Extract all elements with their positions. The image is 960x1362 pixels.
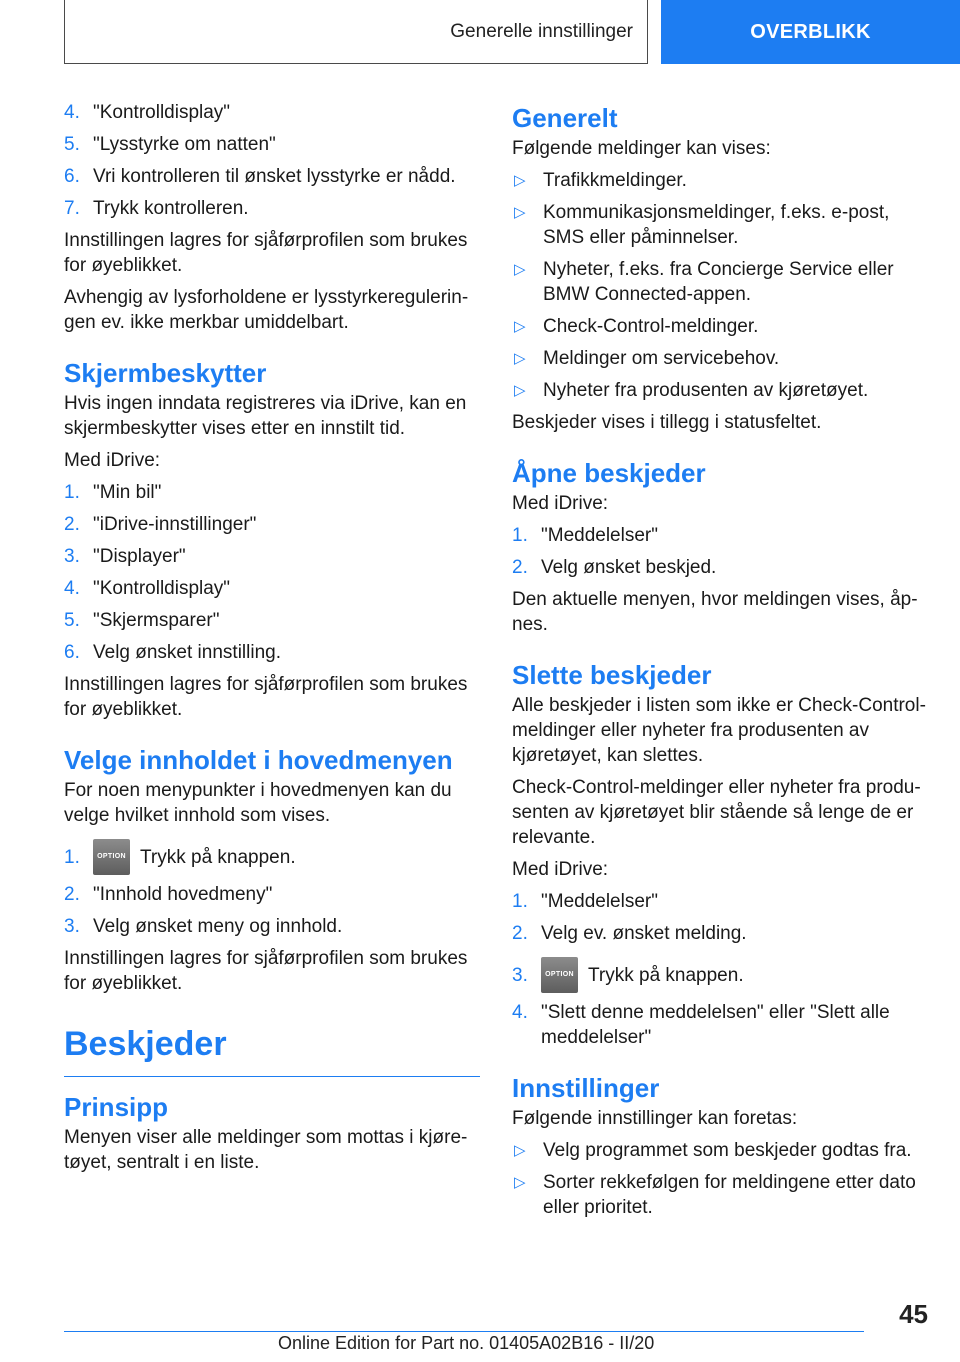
- list-item: ▷ Nyheter, f.eks. fra Concierge Service eller BMW Connected-appen.: [514, 259, 894, 305]
- steps-list-delete: [512, 889, 928, 1050]
- heading-principle: Prinsipp: [64, 1092, 169, 1122]
- list-item: 2. "Innhold hovedmeny": [64, 884, 273, 905]
- list-item: 7. Trykk kontrolleren.: [64, 198, 249, 219]
- list-item: 2. "iDrive-innstillinger": [64, 514, 257, 535]
- heading-delete-messages: Slette beskjeder: [512, 660, 712, 690]
- paragraph: For noen menypunkter i hovedmenyen kan du velge hvilket innhold som vises.: [64, 780, 452, 826]
- list-item: ▷ Sorter rekkefølgen for meldingene etter dato eller prioritet.: [514, 1172, 916, 1218]
- list-item: 1. "Meddelelser": [512, 525, 658, 546]
- page-header: [0, 0, 960, 66]
- list-item: ▷ Check-Control-meldinger.: [514, 316, 759, 337]
- section-title: Generelle innstillinger: [64, 0, 648, 64]
- list-item: 3. "Displayer": [64, 546, 186, 567]
- bullet-triangle-icon: ▷: [514, 1174, 526, 1191]
- paragraph: Innstillingen lagres for sjåførprofilen som brukes for øyeblikket.: [64, 230, 468, 276]
- steps-list-main-menu: [64, 835, 480, 939]
- list-item: 4. "Kontrolldisplay": [64, 578, 231, 599]
- paragraph: Med iDrive:: [64, 450, 161, 471]
- list-item: 3. OPTION Trykk på knappen.: [512, 953, 928, 993]
- footer-edition-text: Online Edition for Part no. 01405A02B16 - II/20: [278, 1333, 655, 1353]
- paragraph: Beskjeder vises i tillegg i statusfeltet.: [512, 412, 822, 433]
- list-item: 4. "Kontrolldisplay": [64, 102, 231, 123]
- list-item: 4. "Slett denne meddelelsen" eller "Slett alle meddelelser": [512, 1002, 890, 1048]
- list-item: 1. OPTION Trykk på knappen.: [64, 835, 480, 875]
- bullet-triangle-icon: ▷: [514, 382, 526, 399]
- option-button-icon: OPTION: [541, 957, 578, 993]
- paragraph: Hvis ingen inndata registreres via iDrive, kan en skjermbeskytter vises etter en innstilt tid.: [64, 393, 467, 439]
- list-item: 5. "Lysstyrke om natten": [64, 134, 276, 155]
- heading-main-menu-content: Velge innholdet i hovedmenyen: [64, 745, 453, 775]
- bullet-list-message-types: [512, 168, 928, 403]
- list-item: 2. Velg ønsket beskjed.: [512, 557, 717, 578]
- option-button-icon: OPTION: [93, 839, 130, 875]
- list-item: ▷ Kommunikasjonsmeldinger, f.eks. e-post, SMS eller påminnelser.: [514, 202, 890, 248]
- paragraph: Med iDrive:: [512, 859, 609, 880]
- bullet-triangle-icon: ▷: [514, 172, 526, 189]
- list-item: ▷ Nyheter fra produsenten av kjøretøyet.: [514, 380, 869, 401]
- list-item: ▷ Trafikkmeldinger.: [514, 170, 687, 191]
- left-column: [64, 100, 480, 1182]
- paragraph: Check-Control-meldinger eller nyheter fra produsenten av kjøretøyet blir stående så lenge de er relevante.: [512, 777, 921, 848]
- steps-list-screensaver: [64, 480, 480, 665]
- steps-list-open: [512, 523, 928, 580]
- paragraph: Følgende meldinger kan vises:: [512, 138, 771, 159]
- list-item: 2. Velg ev. ønsket melding.: [512, 923, 747, 944]
- footer-divider: [64, 1331, 864, 1332]
- bullet-triangle-icon: ▷: [514, 261, 526, 278]
- list-item: 6. Vri kontrolleren til ønsket lysstyrke er nådd.: [64, 166, 456, 187]
- list-item: 3. Velg ønsket meny og innhold.: [64, 916, 343, 937]
- bullet-triangle-icon: ▷: [514, 350, 526, 367]
- heading-screensaver: Skjermbeskytter: [64, 358, 267, 388]
- list-item: 1. "Meddelelser": [512, 891, 658, 912]
- list-item: 6. Velg ønsket innstilling.: [64, 642, 281, 663]
- right-column: [512, 100, 928, 1227]
- steps-list-brightness: [64, 100, 480, 221]
- paragraph: Avhengig av lysforholdene er lysstyrkereguleringen ev. ikke merkbar umiddelbart.: [64, 287, 469, 333]
- paragraph: Alle beskjeder i listen som ikke er Check-Control-meldinger eller nyheter fra produsenten av kjøretøyet, kan slettes.: [512, 695, 926, 766]
- page-number: 45: [899, 1299, 928, 1329]
- paragraph: Med iDrive:: [512, 493, 609, 514]
- heading-open-messages: Åpne beskjeder: [512, 458, 706, 488]
- heading-general: Generelt: [512, 103, 618, 133]
- list-item: 1. "Min bil": [64, 482, 162, 503]
- overview-tab[interactable]: OVERBLIKK: [661, 0, 960, 64]
- list-item: ▷ Velg programmet som beskjeder godtas fra.: [514, 1140, 912, 1161]
- paragraph: Følgende innstillinger kan foretas:: [512, 1108, 798, 1129]
- heading-messages: Beskjeder: [64, 1022, 480, 1077]
- paragraph: Den aktuelle menyen, hvor meldingen vises, åpnes.: [512, 589, 918, 635]
- paragraph: Menyen viser alle meldinger som mottas i kjøretøyet, sentralt i en liste.: [64, 1127, 468, 1173]
- list-item: 5. "Skjermsparer": [64, 610, 220, 631]
- heading-settings: Innstillinger: [512, 1073, 660, 1103]
- paragraph: Innstillingen lagres for sjåførprofilen som brukes for øyeblikket.: [64, 948, 468, 994]
- paragraph: Innstillingen lagres for sjåførprofilen som brukes for øyeblikket.: [64, 674, 468, 720]
- list-item: ▷ Meldinger om servicebehov.: [514, 348, 780, 369]
- bullet-triangle-icon: ▷: [514, 204, 526, 221]
- bullet-triangle-icon: ▷: [514, 318, 526, 335]
- bullet-triangle-icon: ▷: [514, 1142, 526, 1159]
- bullet-list-settings: [512, 1138, 928, 1220]
